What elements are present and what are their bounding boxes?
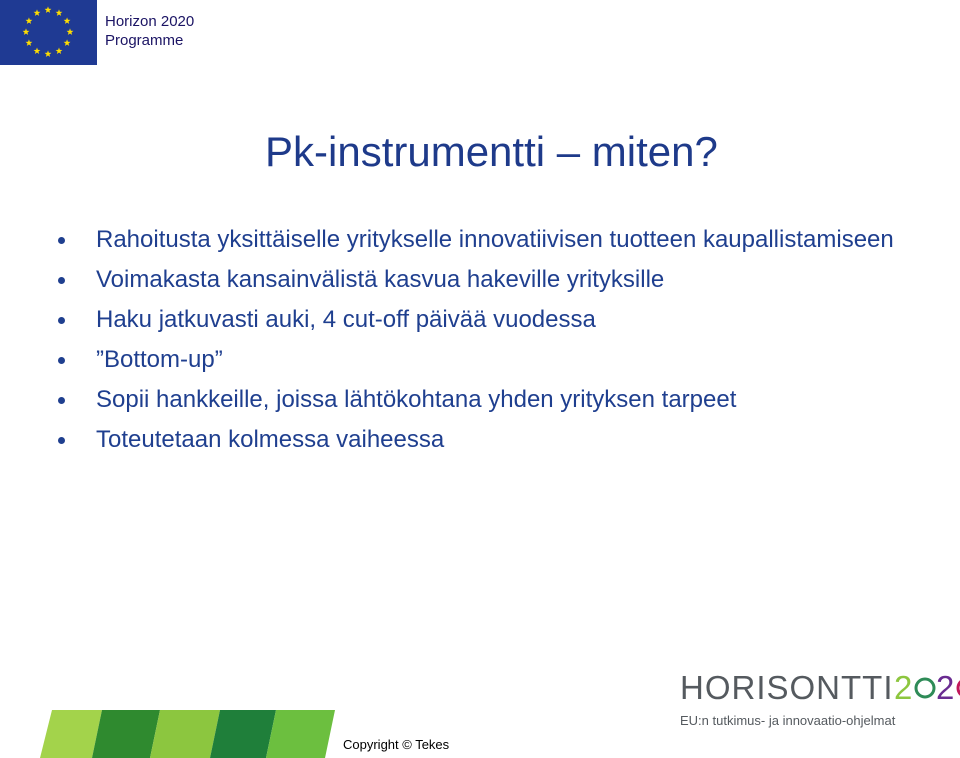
- programme-line-1: Horizon 2020: [105, 13, 195, 30]
- logo-word: HORISONTTI: [680, 669, 894, 706]
- bullet-item: [55, 223, 935, 256]
- svg-text:2: 2: [935, 671, 955, 705]
- bullet-dot-icon: [58, 317, 65, 324]
- bullet-text: Haku jatkuvasti auki, 4 cut-off päivää vuodessa: [96, 306, 596, 333]
- programme-line-2: Programme: [105, 32, 184, 49]
- bullet-dot-icon: [58, 277, 65, 284]
- bullet-item: [55, 303, 935, 336]
- horizon-programme-label: [105, 12, 194, 50]
- bullet-text: Sopii hankkeille, joissa lähtökohtana yhden yrityksen tarpeet: [96, 386, 737, 413]
- slide-title: Pk-instrumentti – miten?: [265, 128, 718, 176]
- bullet-text: Toteutetaan kolmessa vaiheessa: [96, 426, 445, 453]
- eu-flag-logo: [0, 0, 97, 65]
- svg-text:2: 2: [893, 671, 913, 705]
- logo-tagline: EU:n tutkimus- ja innovaatio-ohjelmat: [680, 713, 896, 728]
- green-stripes-decoration: [40, 710, 335, 758]
- bullet-dot-icon: [58, 397, 65, 404]
- bullet-list: [55, 223, 935, 463]
- bullet-text: Voimakasta kansainvälistä kasvua hakeville yrityksille: [96, 266, 665, 293]
- horisontti-logo: [680, 671, 960, 728]
- logo-number: [894, 671, 960, 711]
- bullet-text: ”Bottom-up”: [96, 346, 223, 373]
- eu-stars-icon: [0, 0, 97, 65]
- bullet-dot-icon: [58, 237, 65, 244]
- bullet-dot-icon: [58, 357, 65, 364]
- bullet-item: [55, 263, 935, 296]
- bullet-item: [55, 343, 935, 376]
- bullet-dot-icon: [58, 437, 65, 444]
- horisontti-2020-icon: [894, 671, 960, 705]
- copyright-text: Copyright © Tekes: [343, 737, 450, 752]
- bullet-text: Rahoitusta yksittäiselle yritykselle innovatiivisen tuotteen kaupallistamiseen: [96, 226, 894, 253]
- bullet-item: [55, 383, 935, 416]
- bullet-item: [55, 423, 935, 456]
